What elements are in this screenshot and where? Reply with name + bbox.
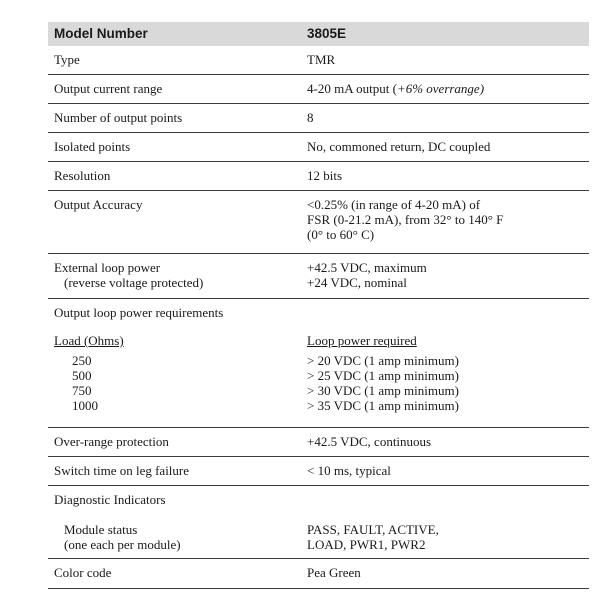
row-value: +42.5 VDC, continuous bbox=[307, 434, 432, 449]
row-label: Diagnostic Indicators bbox=[54, 492, 166, 507]
value-line: PASS, FAULT, ACTIVE, bbox=[307, 522, 439, 537]
load-value: 1000 bbox=[72, 398, 98, 413]
row-label: Switch time on leg failure bbox=[54, 463, 190, 478]
row-over-range-protection bbox=[48, 428, 589, 457]
header-value: 3805E bbox=[307, 26, 347, 41]
power-value: > 30 VDC (1 amp minimum) bbox=[307, 383, 459, 398]
row-output-current-range bbox=[48, 75, 589, 104]
value-line: LOAD, PWR1, PWR2 bbox=[307, 537, 426, 552]
row-value bbox=[307, 522, 439, 552]
sub-label bbox=[54, 522, 181, 552]
row-value: 12 bits bbox=[307, 168, 343, 183]
header-label: Model Number bbox=[54, 26, 148, 41]
power-header: Loop power required bbox=[307, 333, 417, 348]
power-value: > 20 VDC (1 amp minimum) bbox=[307, 353, 459, 368]
row-label: Color code bbox=[54, 565, 112, 580]
load-value: 750 bbox=[72, 383, 92, 398]
row-output-loop-power bbox=[48, 299, 589, 428]
row-label: Resolution bbox=[54, 168, 111, 183]
value-line: +42.5 VDC, maximum bbox=[307, 260, 427, 275]
value-line: (0° to 60° C) bbox=[307, 227, 375, 242]
row-value: < 10 ms, typical bbox=[307, 463, 391, 478]
value-text: 4-20 mA output ( bbox=[307, 81, 397, 96]
load-list bbox=[54, 353, 98, 413]
value-italic-text: +6% overrange) bbox=[396, 81, 485, 96]
label-line: (one each per module) bbox=[64, 537, 181, 552]
row-value: TMR bbox=[307, 52, 336, 67]
row-value bbox=[307, 197, 503, 242]
row-type bbox=[48, 46, 589, 75]
row-value: Pea Green bbox=[307, 565, 361, 580]
row-label: Over-range protection bbox=[54, 434, 169, 449]
power-list bbox=[307, 353, 459, 413]
row-diagnostic-indicators bbox=[48, 486, 589, 559]
load-value: 500 bbox=[72, 368, 92, 383]
label-line: External loop power bbox=[54, 260, 161, 275]
row-value: 8 bbox=[307, 110, 314, 125]
label-line: Module status bbox=[64, 522, 138, 537]
table-header bbox=[48, 22, 589, 46]
row-label: Output loop power requirements bbox=[54, 305, 224, 320]
row-external-loop-power bbox=[48, 254, 589, 299]
row-resolution bbox=[48, 162, 589, 191]
load-header: Load (Ohms) bbox=[54, 333, 124, 348]
row-switch-time bbox=[48, 457, 589, 486]
row-label: Isolated points bbox=[54, 139, 131, 154]
row-label: Output current range bbox=[54, 81, 163, 96]
power-value: > 35 VDC (1 amp minimum) bbox=[307, 398, 459, 413]
load-value: 250 bbox=[72, 353, 92, 368]
value-line: +24 VDC, nominal bbox=[307, 275, 407, 290]
row-value bbox=[307, 81, 484, 97]
row-value: No, commoned return, DC coupled bbox=[307, 139, 491, 154]
row-label: Number of output points bbox=[54, 110, 183, 125]
row-number-output-points bbox=[48, 104, 589, 133]
row-label: Output Accuracy bbox=[54, 197, 143, 212]
row-color-code bbox=[48, 559, 589, 589]
row-value bbox=[307, 260, 427, 290]
label-line: (reverse voltage protected) bbox=[64, 275, 204, 290]
row-output-accuracy bbox=[48, 191, 589, 254]
row-isolated-points bbox=[48, 133, 589, 162]
row-label: Type bbox=[54, 52, 80, 67]
power-value: > 25 VDC (1 amp minimum) bbox=[307, 368, 459, 383]
value-line: FSR (0-21.2 mA), from 32° to 140° F bbox=[307, 212, 504, 227]
spec-table bbox=[48, 22, 589, 589]
row-label bbox=[54, 260, 203, 290]
value-line: <0.25% (in range of 4-20 mA) of bbox=[307, 197, 481, 212]
